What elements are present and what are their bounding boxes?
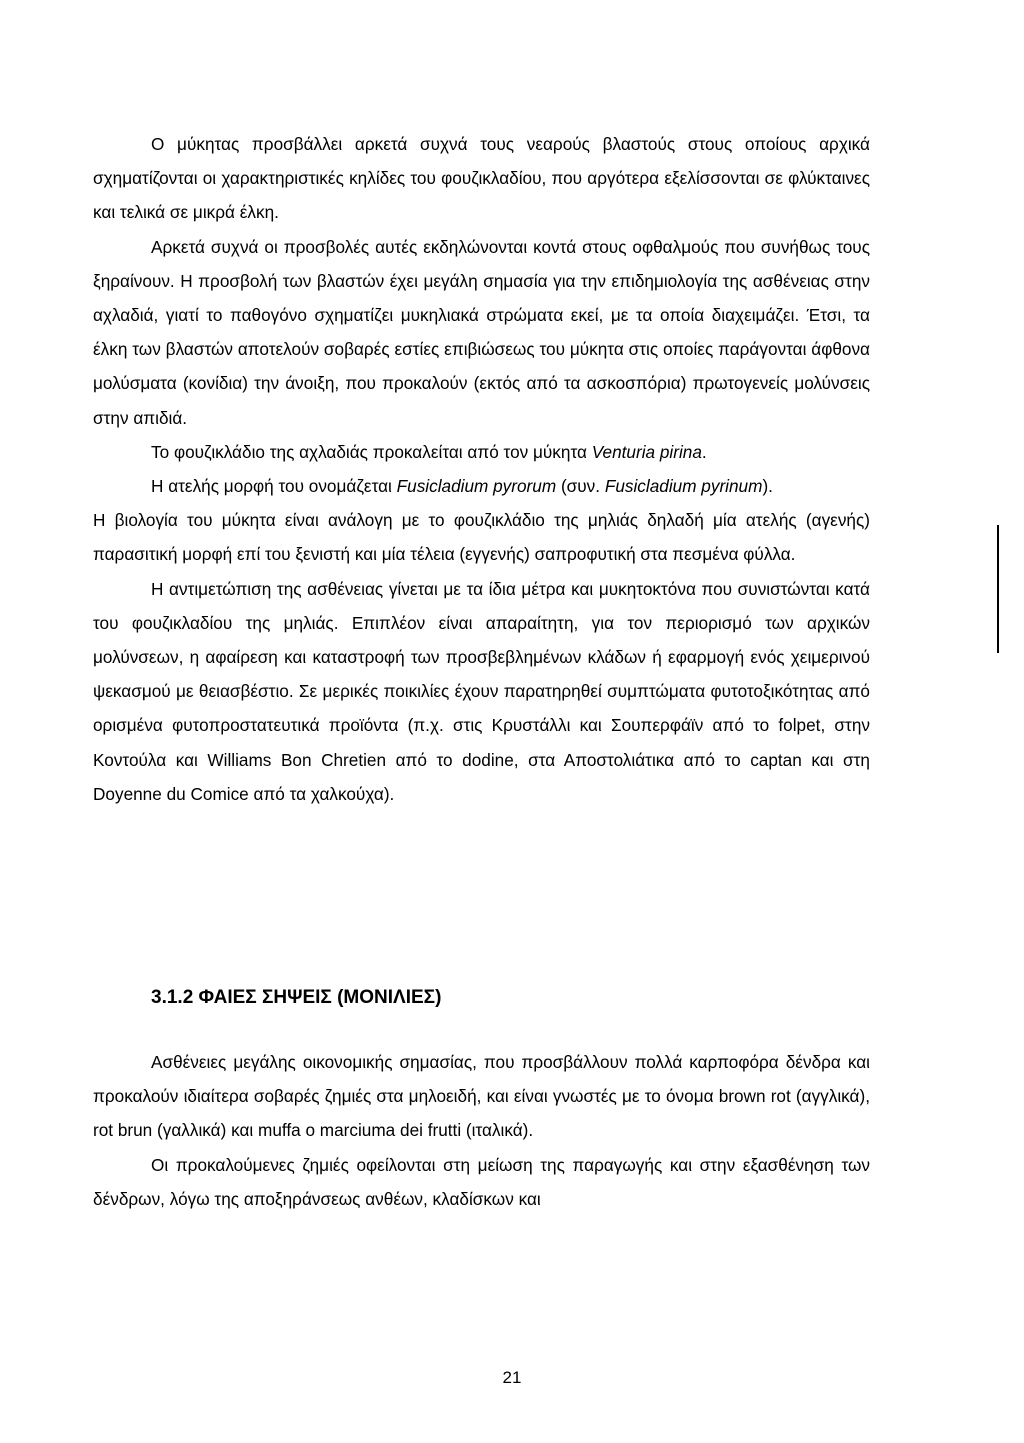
paragraph-4-syn: (συν. bbox=[556, 476, 605, 497]
species-name: Venturia pirina bbox=[591, 441, 702, 462]
paragraph-8: Οι προκαλούμενες ζημιές οφείλονται στη μείωση της παραγωγής και στην εξασθένηση των δένδρων, λόγω της αποξηράνσεως ανθέων, κλαδίσκων και bbox=[93, 1154, 870, 1209]
paragraph-1: Ο μύκητας προσβάλλει αρκετά συχνά τους νεαρούς βλαστούς στους οποίους αρχικά σχηματίζονται οι χαρακτηριστικές κηλίδες του φουζικλαδίου, που αργότερα εξελίσσονται σε φλύκταινες και τελικά σε μικρά έλκη. bbox=[93, 134, 870, 223]
section-heading: 3.1.2 ΦΑΙΕΣ ΣΗΨΕΙΣ (ΜΟΝΙΛΙΕΣ) bbox=[151, 987, 442, 1008]
margin-rule bbox=[997, 525, 999, 653]
page-number: 21 bbox=[502, 1368, 522, 1387]
paragraph-4 bbox=[93, 469, 870, 503]
synonym-name: Fusicladium pyrinum bbox=[604, 476, 763, 497]
paragraph-6: Η αντιμετώπιση της ασθένειας γίνεται με τα ίδια μέτρα και μυκητοκτόνα που συνιστώνται κατά του φουζικλαδίου της μηλιάς. Επιπλέον είναι απαραίτητη, για τον περιορισμό των αρχικών μολύνσεων, η αφαίρεση και καταστροφή των προσβεβλημένων κλάδων ή εφαρμογή ενός χειμερινού ψεκασμού με θειασβέστιο. Σε μερικές ποικιλίες έχουν παρατηρηθεί συμπτώματα φυτοτοξικότητας από ορισμένα φυτοπροστατευτικά προϊόντα (π.χ. στις Κρυστάλλι και Σουπερφάϊν από το folpet, στην Κοντούλα και Williams Bon Chretien από το dodine, στα Αποστολιάτικα από το captan και στη Doyenne du Comice από τα χαλκούχα). bbox=[93, 578, 870, 804]
paragraph-4-text: Η ατελής μορφή του ονομάζεται bbox=[151, 476, 397, 497]
text-section-1 bbox=[93, 127, 870, 811]
text-section-2 bbox=[93, 1045, 870, 1216]
paragraph-2: Αρκετά συχνά οι προσβολές αυτές εκδηλώνονται κοντά στους οφθαλμούς που συνήθως τους ξηραίνουν. Η προσβολή των βλαστών έχει μεγάλη σημασία για την επιδημιολογία της ασθένειας στην αχλαδιά, γιατί το παθογόνο σχηματίζει μυκηλιακά στρώματα εκεί, με τα οποία διαχειμάζει. Έτσι, τα έλκη των βλαστών αποτελούν σοβαρές εστίες επιβιώσεως του μύκητα στις οποίες παράγονται άφθονα μολύσματα (κονίδια) την άνοιξη, που προκαλούν (εκτός από τα ασκοσπόρια) πρωτογενείς μολύνσεις στην απιδιά. bbox=[93, 236, 870, 428]
paragraph-3-text: Το φουζικλάδιο της αχλαδιάς προκαλείται από τον μύκητα bbox=[151, 441, 592, 462]
paragraph-7: Ασθένειες μεγάλης οικονομικής σημασίας, που προσβάλλουν πολλά καρποφόρα δένδρα και προκαλούν ιδιαίτερα σοβαρές ζημιές στα μηλοειδή, και είναι γνωστές με το όνομα brown rot (αγγλικά), rot brun (γαλλικά) και muffa o marciuma dei frutti (ιταλικά). bbox=[93, 1052, 870, 1141]
anamorph-name: Fusicladium pyrorum bbox=[396, 476, 557, 497]
paragraph-3 bbox=[93, 435, 870, 469]
paragraph-4-end: ). bbox=[762, 476, 773, 497]
paragraph-3-end: . bbox=[701, 441, 707, 462]
paragraph-5: Η βιολογία του μύκητα είναι ανάλογη με το φουζικλάδιο της μηλιάς δηλαδή μία ατελής (αγενής) παρασιτική μορφή επί του ξενιστή και μία τέλεια (εγγενής) σαπροφυτική στα πεσμένα φύλλα. bbox=[93, 510, 870, 565]
